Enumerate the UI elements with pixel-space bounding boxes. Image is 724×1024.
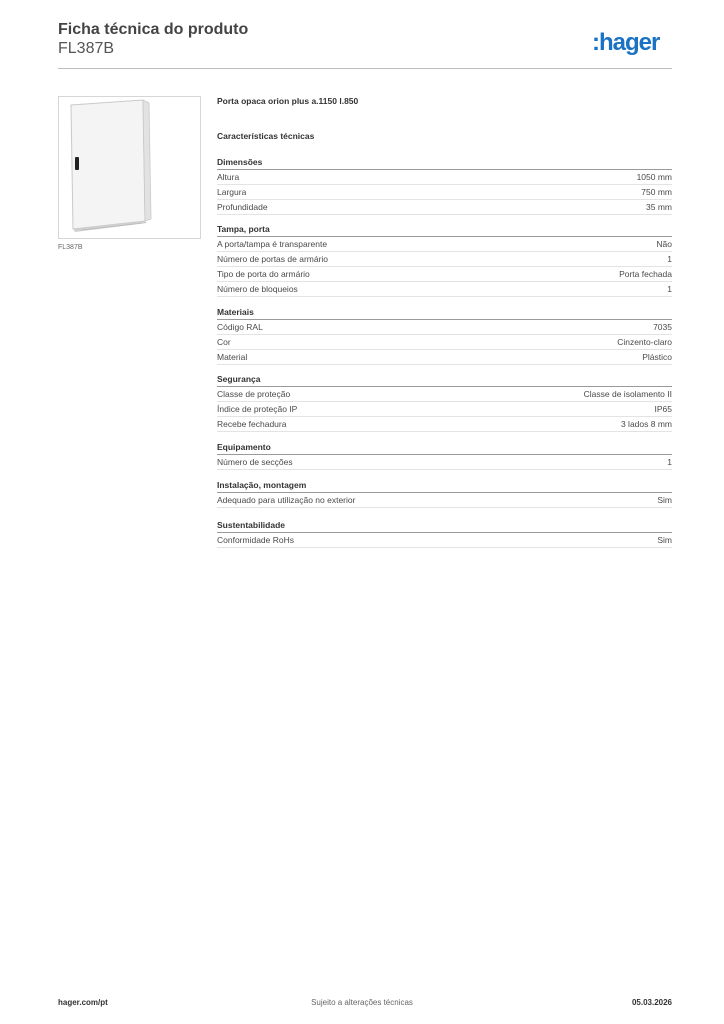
footer-date: 05.03.2026 bbox=[631, 998, 672, 1007]
spec-group bbox=[217, 306, 672, 365]
spec-label: Tipo de porta do armário bbox=[217, 269, 310, 279]
footer-website[interactable]: hager.com/pt bbox=[58, 998, 108, 1007]
spec-group-title: Tampa, porta bbox=[217, 223, 672, 237]
spec-group bbox=[217, 479, 672, 508]
spec-row bbox=[217, 267, 672, 282]
spec-label: Recebe fechadura bbox=[217, 419, 287, 429]
spec-row bbox=[217, 320, 672, 335]
image-caption: FL387B bbox=[58, 244, 83, 251]
product-title: Porta opaca orion plus a.1150 l.850 bbox=[217, 96, 359, 106]
spec-group bbox=[217, 519, 672, 548]
spec-group bbox=[217, 441, 672, 470]
spec-label: Número de portas de armário bbox=[217, 254, 329, 264]
spec-value: 35 mm bbox=[646, 202, 672, 212]
product-code: FL387B bbox=[58, 40, 115, 57]
spec-value: 3 lados 8 mm bbox=[620, 419, 672, 429]
spec-row bbox=[217, 237, 672, 252]
door-illustration bbox=[59, 97, 200, 238]
spec-group bbox=[217, 373, 672, 432]
spec-value: 750 mm bbox=[641, 187, 672, 197]
hager-logo bbox=[592, 28, 676, 58]
spec-row bbox=[217, 417, 672, 432]
spec-value: Sim bbox=[657, 535, 672, 545]
spec-row bbox=[217, 200, 672, 215]
spec-value: 1 bbox=[667, 457, 672, 467]
spec-label: Altura bbox=[217, 172, 240, 182]
spec-label: Adequado para utilização no exterior bbox=[217, 495, 356, 505]
spec-label: Número de secções bbox=[217, 457, 293, 467]
spec-value: 1 bbox=[667, 254, 672, 264]
spec-label: Largura bbox=[217, 187, 247, 197]
spec-group-title: Dimensões bbox=[217, 156, 672, 170]
spec-row bbox=[217, 533, 672, 548]
spec-group-title: Instalação, montagem bbox=[217, 479, 672, 493]
spec-row bbox=[217, 282, 672, 297]
spec-row bbox=[217, 455, 672, 470]
spec-value: Sim bbox=[657, 495, 672, 505]
spec-row bbox=[217, 170, 672, 185]
page-title: Ficha técnica do produto bbox=[58, 21, 249, 38]
spec-value: Cinzento-claro bbox=[617, 337, 672, 347]
spec-label: Profundidade bbox=[217, 202, 268, 212]
spec-label: Conformidade RoHs bbox=[217, 535, 295, 545]
spec-row bbox=[217, 252, 672, 267]
section-heading: Características técnicas bbox=[217, 131, 315, 141]
spec-label: Material bbox=[217, 352, 248, 362]
spec-row bbox=[217, 350, 672, 365]
spec-value: Classe de isolamento II bbox=[583, 389, 672, 399]
spec-row bbox=[217, 493, 672, 508]
spec-value: IP65 bbox=[654, 404, 672, 414]
spec-value: 7035 bbox=[653, 322, 672, 332]
spec-row bbox=[217, 335, 672, 350]
spec-group-title: Equipamento bbox=[217, 441, 672, 455]
spec-group-title: Sustentabilidade bbox=[217, 519, 672, 533]
spec-group bbox=[217, 156, 672, 215]
spec-value: Porta fechada bbox=[619, 269, 672, 279]
spec-label: Cor bbox=[217, 337, 231, 347]
spec-label: Classe de proteção bbox=[217, 389, 291, 399]
product-image bbox=[58, 96, 201, 239]
spec-value: Não bbox=[656, 239, 672, 249]
spec-label: Índice de proteção IP bbox=[217, 404, 298, 414]
spec-label: Código RAL bbox=[217, 322, 263, 332]
spec-value: Plástico bbox=[642, 352, 672, 362]
spec-group-title: Segurança bbox=[217, 373, 672, 387]
spec-row bbox=[217, 185, 672, 200]
spec-group bbox=[217, 223, 672, 297]
logo-text: :hager bbox=[592, 29, 660, 56]
spec-group-title: Materiais bbox=[217, 306, 672, 320]
spec-label: Número de bloqueios bbox=[217, 284, 298, 294]
header-divider bbox=[58, 68, 672, 69]
spec-value: 1 bbox=[667, 284, 672, 294]
footer-notice: Sujeito a alterações técnicas bbox=[311, 998, 413, 1007]
spec-value: 1050 mm bbox=[636, 172, 672, 182]
spec-row bbox=[217, 402, 672, 417]
spec-label: A porta/tampa é transparente bbox=[217, 239, 328, 249]
spec-row bbox=[217, 387, 672, 402]
